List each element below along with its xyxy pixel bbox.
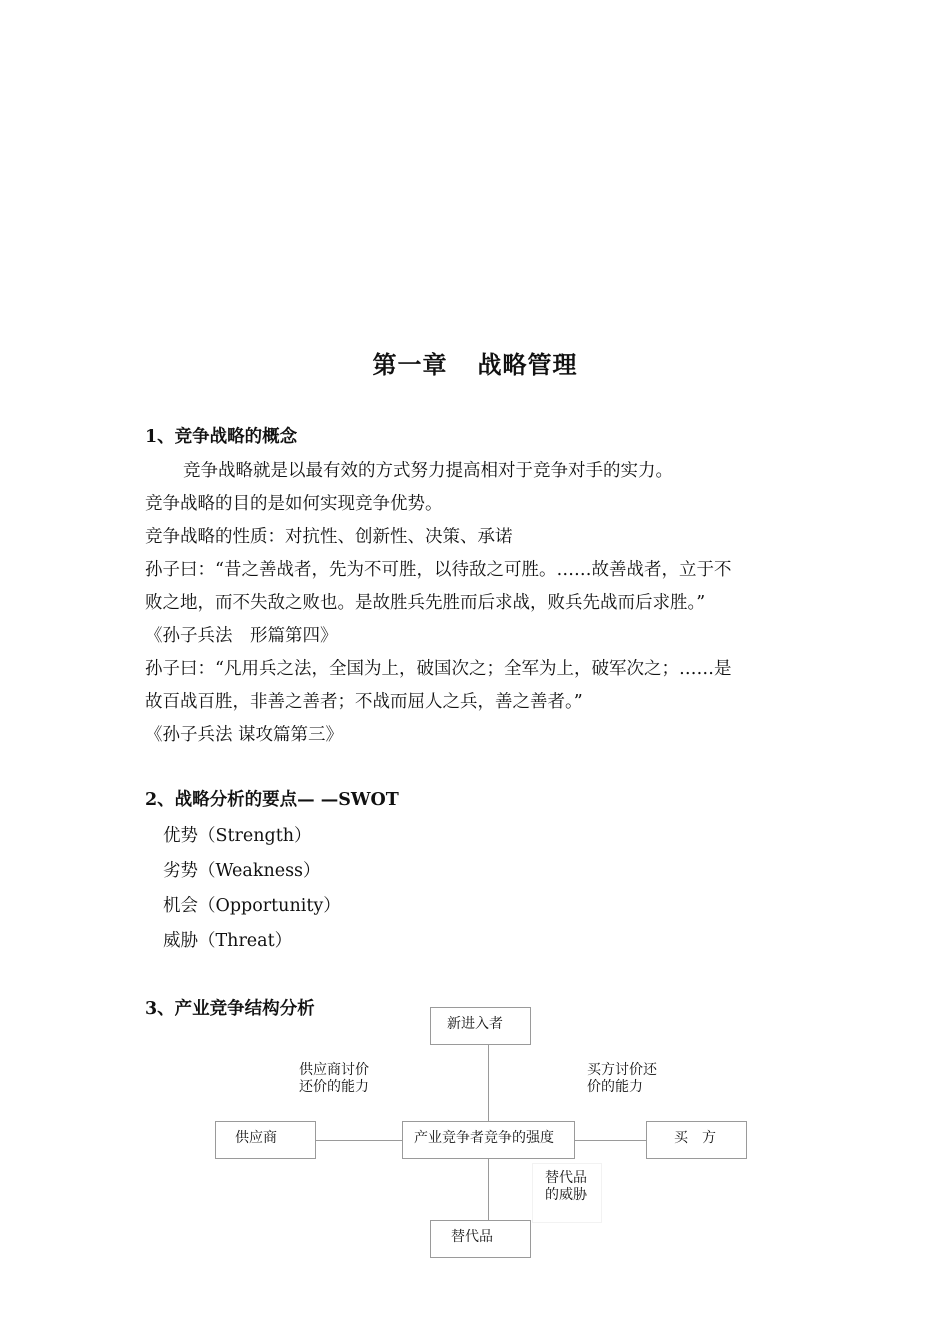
rivalry-label: 产业竞争者竞争的强度 xyxy=(414,1130,554,1146)
section-1-heading: 1、竞争战略的概念 xyxy=(145,427,298,447)
rivalry-box xyxy=(402,1121,575,1159)
section-2-heading: 2、战略分析的要点— —SWOT xyxy=(145,790,399,810)
swot-item: 威胁（Threat） xyxy=(163,931,293,951)
swot-item: 机会（Opportunity） xyxy=(163,896,341,916)
citation: 《孙子兵法 形篇第四》 xyxy=(145,626,338,646)
citation: 《孙子兵法 谋攻篇第三》 xyxy=(145,725,344,745)
buyer-power-label: 买方讨价还 价的能力 xyxy=(587,1062,657,1095)
section-3-heading: 3、产业竞争结构分析 xyxy=(145,999,315,1019)
substitute-threat-label: 替代品 的威胁 xyxy=(532,1163,602,1223)
swot-item: 优势（Strength） xyxy=(163,826,312,846)
new-entrants-box xyxy=(430,1007,531,1045)
chapter-name: 战略管理 xyxy=(477,350,578,379)
buyer-box xyxy=(646,1121,747,1159)
swot-item: 劣势（Weakness） xyxy=(163,861,321,881)
quote-line: 孙子曰：“昔之善战者，先为不可胜，以待敌之可胜。……故善战者，立于不 xyxy=(145,560,732,580)
supplier-power-label: 供应商讨价 还价的能力 xyxy=(299,1062,369,1095)
new-entrants-label: 新进入者 xyxy=(447,1016,503,1032)
substitutes-label: 替代品 xyxy=(451,1229,493,1245)
quote-line: 孙子曰：“凡用兵之法，全国为上，破国次之；全军为上，破军次之；……是 xyxy=(145,659,732,679)
supplier-label: 供应商 xyxy=(235,1130,277,1146)
paragraph-line: 竞争战略的目的是如何实现竞争优势。 xyxy=(145,494,443,514)
quote-line: 故百战百胜，非善之善者；不战而屈人之兵，善之善者。” xyxy=(145,692,583,712)
chapter-title xyxy=(0,345,950,380)
buyer-label: 买 方 xyxy=(674,1130,716,1146)
chapter-number: 第一章 xyxy=(372,350,448,379)
supplier-box xyxy=(215,1121,316,1159)
paragraph-line: 竞争战略的性质：对抗性、创新性、决策、承诺 xyxy=(145,527,513,547)
paragraph-line: 竞争战略就是以最有效的方式努力提高相对于竞争对手的实力。 xyxy=(183,461,673,481)
quote-line: 败之地，而不失敌之败也。是故胜兵先胜而后求战，败兵先战而后求胜。” xyxy=(145,593,706,613)
substitutes-box xyxy=(430,1220,531,1258)
